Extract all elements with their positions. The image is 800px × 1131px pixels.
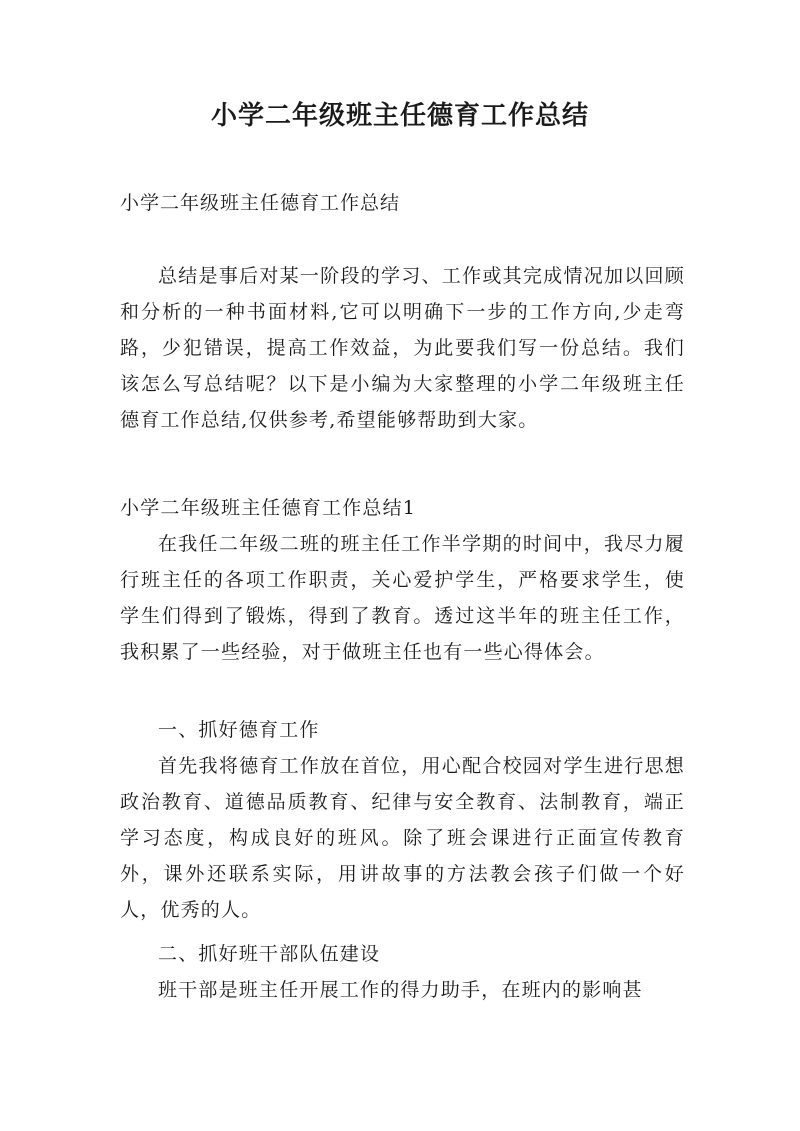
heading-class-cadre: 二、抓好班干部队伍建设 [158,943,381,965]
section-1-paragraph-1: 在我任二年级二班的班主任工作半学期的时间中，我尽力履行班主任的各项工作职责，关心爱护学生，严格要求学生，使学生们得到了锻炼，得到了教育。透过这半年的班主任工作，我积累了一些经验，对于做班主任也有一些心得体会。 [120,533,685,663]
section-1-title: 小学二年级班主任德育工作总结1 [120,497,417,519]
intro-paragraph: 总结是事后对某一阶段的学习、工作或其完成情况加以回顾和分析的一种书面材料,它可以明确下一步的工作方向,少走弯路，少犯错误，提高工作效益，为此要我们写一份总结。我们该怎么写总结呢？以下是小编为大家整理的小学二年级班主任德育工作总结,仅供参考,希望能够帮助到大家。 [120,265,685,431]
section-1-paragraph-3: 班干部是班主任开展工作的得力助手，在班内的影响甚 [158,979,643,1001]
document-subtitle: 小学二年级班主任德育工作总结 [120,192,401,214]
section-1-paragraph-2: 首先我将德育工作放在首位，用心配合校园对学生进行思想政治教育、道德品质教育、纪律与安全教育、法制教育，端正学习态度，构成良好的班风。除了班会课进行正面宣传教育外，课外还联系实际，用讲故事的方法教会孩子们做一个好人，优秀的人。 [120,755,685,921]
heading-moral-education: 一、抓好德育工作 [158,719,320,741]
document-title: 小学二年级班主任德育工作总结 [210,101,589,131]
